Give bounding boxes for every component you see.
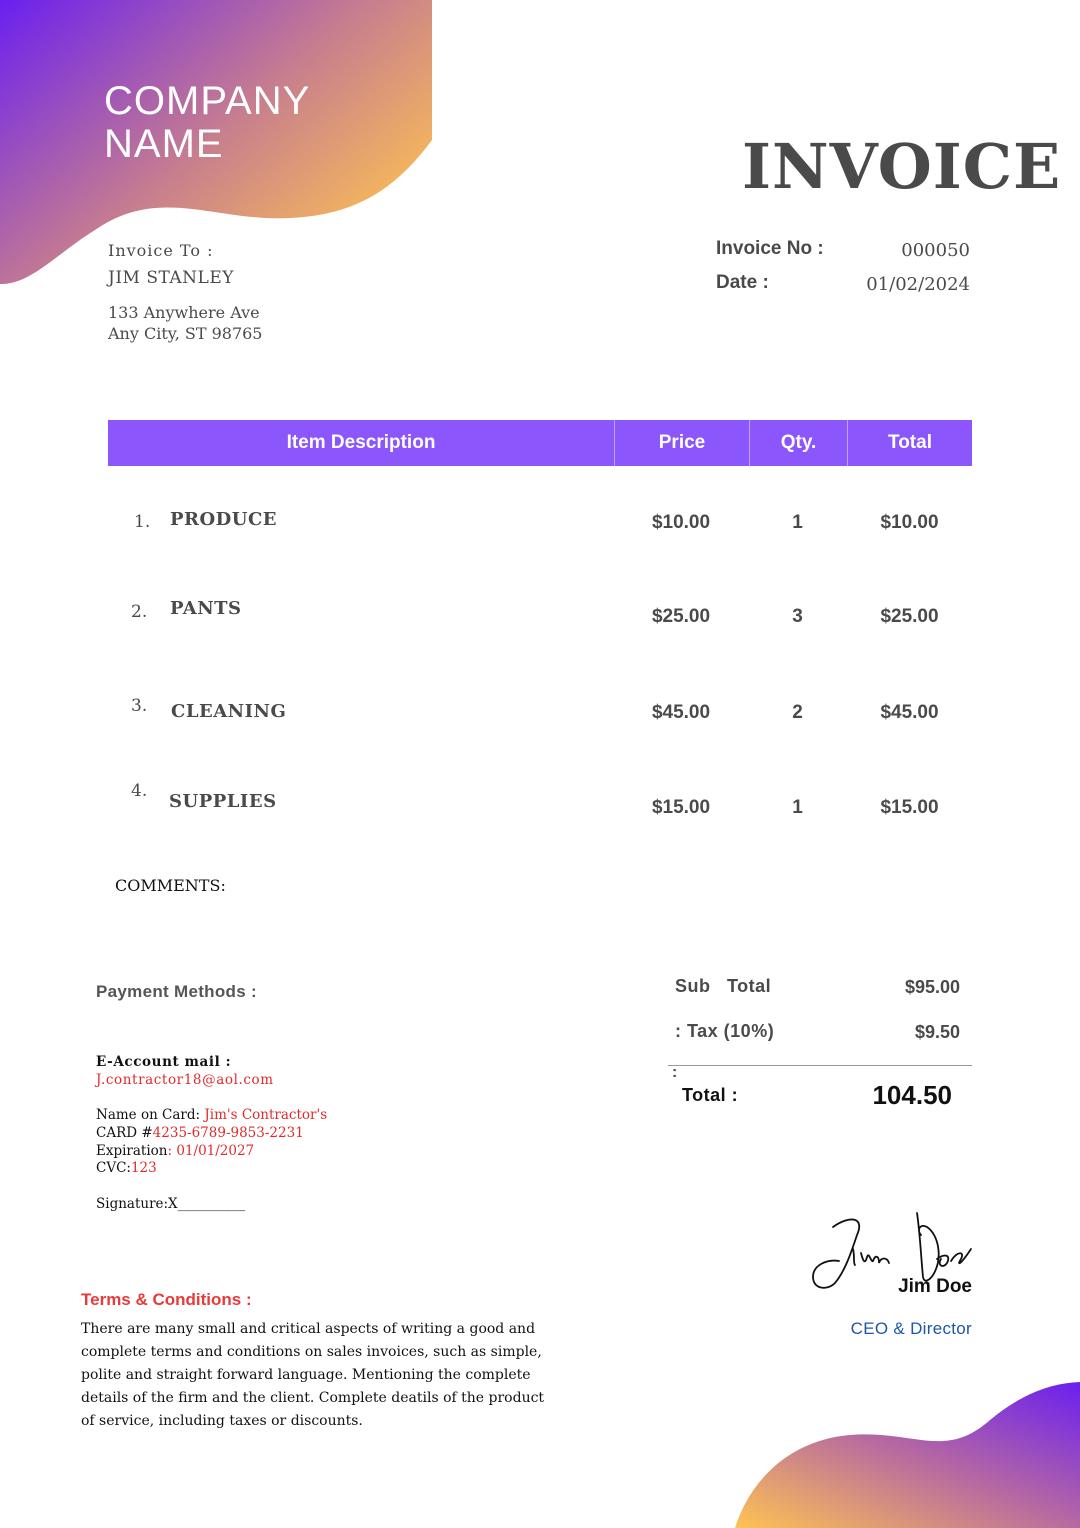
row-2-description: PANTS [170, 598, 242, 619]
row-1-price: $10.00 [651, 512, 711, 533]
signatory-title: CEO & Director [850, 1319, 972, 1338]
invoice-no-label: Invoice No : [716, 238, 824, 259]
card-name-line [96, 1107, 327, 1123]
header-item-description: Item Description [286, 432, 436, 453]
invoice-title: INVOICE [742, 130, 1062, 203]
card-number-line [96, 1125, 304, 1141]
client-address-line2: Any City, ST 98765 [108, 324, 263, 343]
card-number-label: CARD # [96, 1125, 153, 1141]
summary-divider [668, 1065, 972, 1066]
row-4-qty: 1 [792, 797, 803, 818]
invoice-to-label: Invoice To : [108, 241, 214, 260]
row-3-number: 3. [131, 696, 148, 716]
card-number-value: 4235-6789-9853-2231 [152, 1125, 304, 1141]
row-1-qty: 1 [792, 512, 803, 533]
row-1-description: PRODUCE [170, 509, 278, 530]
cvc-label: CVC: [96, 1160, 131, 1176]
row-2-qty: 3 [792, 606, 803, 627]
signature-line: Signature:X__________ [96, 1196, 246, 1212]
date-label: Date : [716, 272, 769, 293]
cvc-line [96, 1160, 157, 1176]
tax-label: : Tax (10%) [675, 1021, 775, 1041]
row-3-qty: 2 [792, 702, 803, 723]
header-price: Price [614, 420, 749, 466]
cvc-value: 123 [130, 1160, 157, 1176]
grand-total-value: 104.50 [872, 1080, 952, 1110]
row-1-total: $10.00 [880, 512, 939, 533]
row-3-description: CLEANING [171, 701, 287, 722]
client-address-line1: 133 Anywhere Ave [108, 303, 260, 322]
header-qty: Qty. [749, 420, 847, 466]
bottom-gradient-blob [730, 1380, 1080, 1528]
row-3-total: $45.00 [880, 702, 939, 723]
total-colon-mark: : [672, 1064, 678, 1081]
email-value: J.contractor18@aol.com [96, 1072, 274, 1088]
date-value: 01/02/2024 [866, 274, 970, 295]
subtotal-value: $95.00 [904, 977, 960, 997]
row-2-total: $25.00 [880, 606, 939, 627]
comments-label: COMMENTS: [115, 876, 226, 895]
email-label: E-Account mail : [96, 1054, 232, 1070]
row-4-total: $15.00 [880, 797, 939, 818]
subtotal-label: Sub Total [675, 976, 772, 996]
row-4-price: $15.00 [651, 797, 711, 818]
row-4-description: SUPPLIES [169, 791, 277, 812]
row-2-number: 2. [131, 602, 148, 622]
client-name: JIM STANLEY [108, 268, 234, 288]
row-2-price: $25.00 [651, 606, 711, 627]
invoice-no-value: 000050 [901, 240, 970, 261]
row-4-number: 4. [131, 781, 148, 801]
card-name-value: Jim's Contractor's [204, 1107, 328, 1123]
header-total: Total [847, 420, 972, 466]
expiration-label: Expiration [96, 1143, 168, 1159]
terms-title: Terms & Conditions : [81, 1290, 252, 1309]
row-3-price: $45.00 [651, 702, 711, 723]
tax-value: $9.50 [914, 1022, 960, 1042]
row-1-number: 1. [134, 512, 151, 532]
total-label: Total : [682, 1085, 739, 1105]
expiration-line [96, 1143, 254, 1159]
payment-methods-title: Payment Methods : [96, 982, 257, 1001]
expiration-value: : 01/01/2027 [167, 1143, 255, 1159]
items-table-header [108, 420, 972, 466]
terms-body: There are many small and critical aspects of writing a good and complete terms and conditions on sales invoices, such as simple, polite and straight forward language. Mentioning the complete details of the firm and the client. Complete deatils of the product of service, including taxes or discounts. [81, 1321, 545, 1429]
company-name: COMPANY NAME [104, 79, 310, 166]
signatory-name: Jim Doe [898, 1276, 972, 1297]
card-name-label: Name on Card: [96, 1107, 205, 1123]
